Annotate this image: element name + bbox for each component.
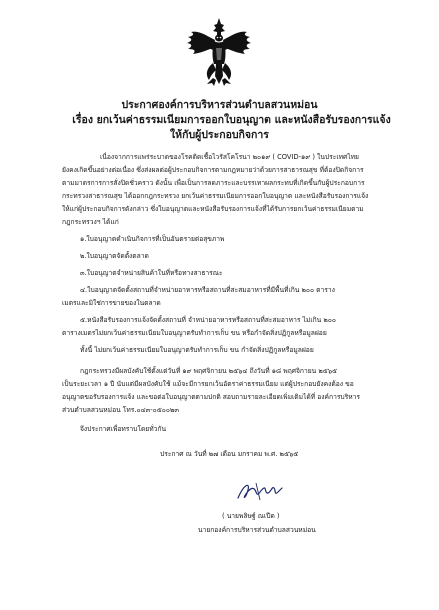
list-item: ๔.ใบอนุญาตจัดตั้งสถานที่จำหน่ายอาหารหรือสถานที่สะสมอาหารที่มีพื้นที่เกิน ๒๐๐ ตาราง [80,286,335,294]
list-item: ๕.หนังสือรับรองการแจ้งจัดตั้งสถานที่ จำหน่ายอาหารหรือสถานที่สะสมอาหาร ไม่เกิน ๒๐๐ [80,316,336,324]
date-line: ประกาศ ณ วันที่ ๒๗ เดือน มกราคม พ.ศ. ๒๕๖๕ [160,450,299,458]
announcement-title: ประกาศองค์การบริหารส่วนตำบลสวนหม่อน [121,99,318,111]
list-item-continued: เมตรและมิใช่การขายของในตลาด [62,299,161,307]
garuda-emblem-icon [183,16,255,88]
list-item-continued: ตารางเมตรไม่ยกเว้นค่าธรรมเนียมใบอนุญาตรับทำการเก็บ ขน หรือกำจัดสิ่งปฏิกูลหรือมูลฝอย [62,329,327,337]
effective-line: เป็นระยะเวลา ๑ ปี นับแต่มีผลบังคับใช้ แม้จะมีการยกเว้นอัตราค่าธรรมเนียม แต่ผู้ประกอบยังคงต้อง ขอ [62,380,354,388]
subject-line: เรื่อง ยกเว้นค่าธรรมเนียมการออกใบอนุญาต และหนังสือรับรองการแจ้ง [72,114,391,126]
closing-line: จึงประกาศเพื่อทราบโดยทั่วกัน [80,425,167,433]
effective-line: กฎกระทรวงมีผลบังคับใช้ตั้งแต่วันที่ ๑๙ พฤศจิกายน ๒๕๖๔ ถึงวันที่ ๑๘ พฤศจิกายน ๒๕๖๕ [80,367,338,375]
effective-line: อนุญาตขอรับรองการแจ้ง และขอต่อใบอนุญาตตามปกติ สอบถามรายละเอียดเพิ่มเติมได้ที่ องค์การบริหาร [62,393,361,401]
subject-line-continued: ให้กับผู้ประกอบกิจการ [170,129,269,141]
handwritten-signature [234,478,284,504]
signatory-position: นายกองค์การบริหารส่วนตำบลสวนหม่อน [198,526,316,534]
list-item: ๒.ใบอนุญาตจัดตั้งตลาด [80,252,149,260]
intro-line: เนื่องจากการแพร่ระบาดของโรคติดเชื้อไวรัสโคโรนา ๒๐๑๙ ( COVID-๑๙ ) ในประเทศไทย [100,153,359,161]
intro-line: ให้แก่ผู้ประกอบกิจการดังกล่าว ซึ่งใบอนุญาตและหนังสือรับรองการแจ้งที่ได้รับการยกเว้นค่าธรรมเนียมตาม [62,205,364,213]
list-item: ๓.ใบอนุญาตจำหน่ายสินค้าในที่หรือทางสาธารณะ [80,269,223,277]
signatory-name: ( นายพลิษฐ์ ณเปีด ) [222,512,280,520]
intro-line: กระทรวงสาธารณสุข ได้ออกกฎกระทรวง ยกเว้นค่าธรรมเนียมการออกใบอนุญาต และหนังสือรับรองการแจ้ง [62,192,369,200]
effective-line: ส่วนตำบลสวนหม่อน โทร.๐๔๓-๐๕๐๐๒๓ [62,406,179,414]
intro-line: ตามมาตรการการสั่งปิดชั่วคราว ดังนั้น เพื่อเป็นการลดภาระและบรรเทาผลกระทบที่เกิดขึ้นกับผู้ประกอบการ [62,179,365,187]
intro-line: ยังคงเกิดขึ้นอย่างต่อเนื่อง ซึ่งส่งผลต่อผู้ประกอบกิจการตามกฎหมายว่าด้วยการสาธารณสุข ที่ต้องปิดกิจการ [62,166,364,174]
exception-note: ทั้งนี้ ไม่ยกเว้นค่าธรรมเนียมใบอนุญาตรับทำการเก็บ ขน กำจัดสิ่งปฏิกูลหรือมูลฝอย [80,346,314,354]
list-item: ๑.ใบอนุญาตดำเนินกิจการที่เป็นอันตรายต่อสุขภาพ [80,235,225,243]
intro-line: กฎกระทรวงฯ ได้แก่ [62,218,119,226]
